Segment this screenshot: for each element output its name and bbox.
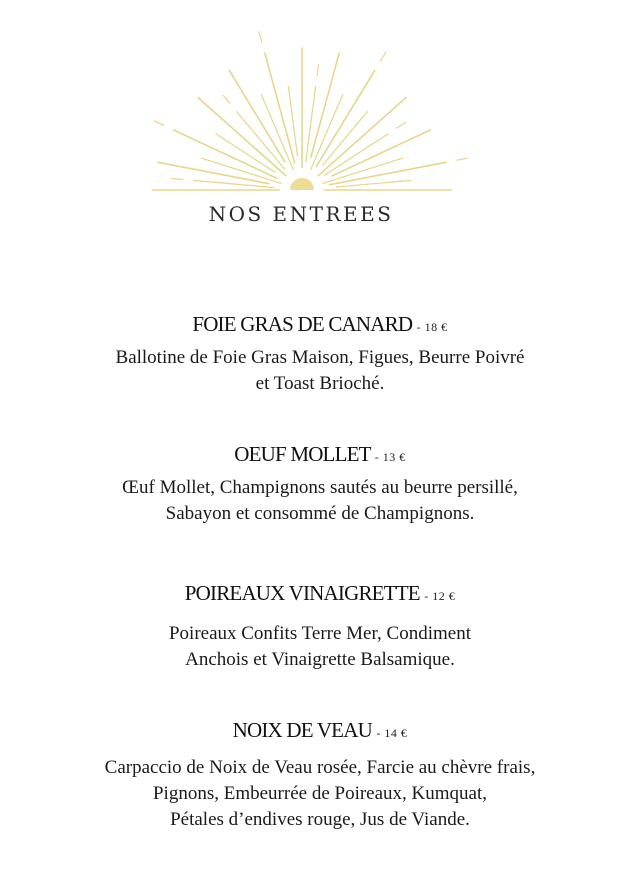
dish-price: - 18 €	[416, 320, 448, 334]
dish-foie-gras	[0, 311, 640, 397]
sunburst-ray	[198, 97, 287, 176]
sunburst-ray	[306, 86, 316, 162]
dish-description-line: Œuf Mollet, Champignons sautés au beurre persillé,	[122, 477, 518, 498]
sunburst-ray-segment	[396, 122, 406, 128]
dish-description	[0, 755, 640, 833]
dish-heading	[0, 311, 640, 340]
sunburst-rays	[152, 31, 468, 190]
dish-poireaux	[0, 580, 640, 673]
dish-name: FOIE GRAS DE CANARD	[192, 312, 413, 336]
sunburst-ray-segment	[456, 158, 468, 160]
dish-price: - 12 €	[424, 589, 456, 603]
dish-description-line: et Toast Brioché.	[255, 373, 385, 394]
dish-price: - 13 €	[374, 450, 406, 464]
sunburst-ray	[193, 180, 274, 187]
dish-name: NOIX DE VEAU	[232, 718, 372, 742]
dish-heading	[0, 441, 640, 470]
dish-heading	[0, 717, 640, 746]
sunburst-ray-segment	[171, 179, 183, 180]
dish-name: POIREAUX VINAIGRETTE	[184, 581, 420, 605]
dish-price: - 14 €	[376, 726, 408, 740]
dish-description	[0, 475, 640, 527]
sunburst-ray-segment	[223, 95, 230, 104]
dish-description	[0, 621, 640, 673]
dish-description-line: Ballotine de Foie Gras Maison, Figues, Beurre Poivré	[115, 347, 525, 368]
dish-description-line: Poireaux Confits Terre Mer, Condiment	[168, 623, 472, 644]
sunburst-ray	[265, 52, 295, 163]
dish-description-line: Pétales d’endives rouge, Jus de Viande.	[170, 809, 470, 830]
sunburst-ray-segment	[259, 31, 262, 43]
dish-description	[0, 345, 640, 397]
sunburst-ray-segment	[380, 52, 386, 62]
sunburst-ray	[311, 52, 340, 157]
sunburst-ray	[329, 162, 447, 185]
sunburst-ray	[318, 97, 407, 176]
dish-heading	[0, 580, 640, 609]
sun-half-circle	[290, 178, 314, 190]
dish-description-line: Carpaccio de Noix de Veau rosée, Farcie au chèvre frais,	[104, 757, 536, 778]
section-title: NOS ENTREES	[208, 202, 394, 226]
dish-description-line: Sabayon et consommé de Champignons.	[165, 503, 475, 524]
dish-noix-de-veau	[0, 717, 640, 833]
dish-description-line: Anchois et Vinaigrette Balsamique.	[185, 649, 455, 670]
dish-name: OEUF MOLLET	[234, 442, 371, 466]
sunburst-ray	[236, 111, 285, 169]
sunburst-ray	[316, 70, 375, 167]
dish-oeuf-mollet	[0, 441, 640, 527]
sunburst-ray-segment	[154, 121, 164, 126]
sunburst-logo	[150, 30, 470, 200]
sunburst-ray-segment	[317, 64, 319, 76]
dish-description-line: Pignons, Embeurrée de Poireaux, Kumquat,	[152, 783, 487, 804]
sunburst-ray	[157, 162, 269, 184]
